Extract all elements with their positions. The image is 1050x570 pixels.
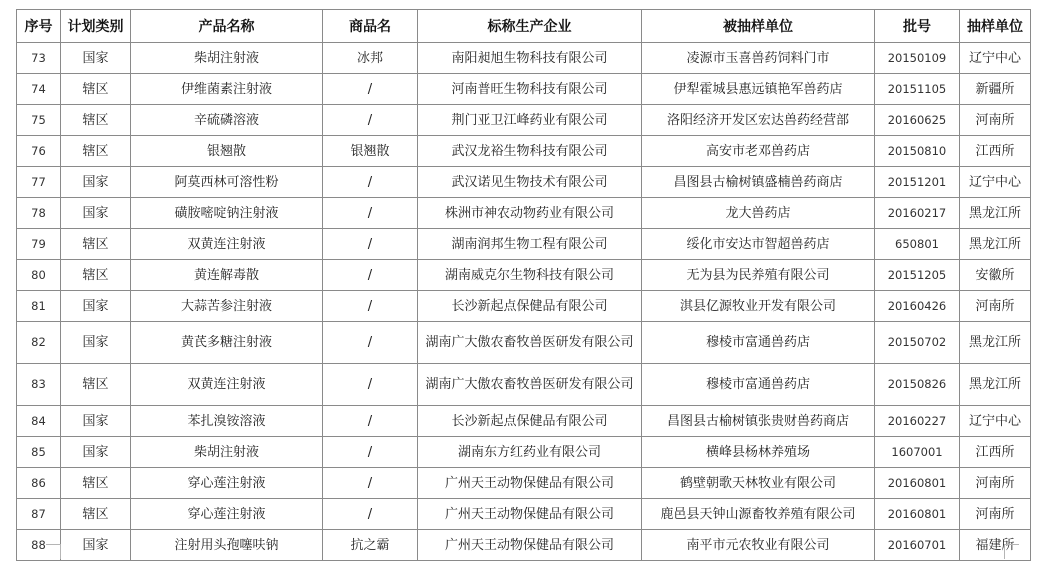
cell-sampled-unit: 穆棱市富通兽药店 (642, 364, 875, 406)
cell-index: 75 (17, 105, 61, 136)
cell-manufacturer: 广州天王动物保健品有限公司 (418, 468, 642, 499)
cell-plan-category: 辖区 (61, 74, 131, 105)
cell-trade-name: / (323, 468, 418, 499)
header-sampled-unit: 被抽样单位 (642, 10, 875, 43)
cell-index: 73 (17, 43, 61, 74)
cell-manufacturer: 荆门亚卫江峰药业有限公司 (418, 105, 642, 136)
cell-manufacturer: 广州天王动物保健品有限公司 (418, 530, 642, 561)
cell-sampling-unit: 辽宁中心 (960, 167, 1031, 198)
cell-trade-name: / (323, 229, 418, 260)
cell-sampling-unit: 河南所 (960, 468, 1031, 499)
cell-product-name: 双黄连注射液 (131, 229, 323, 260)
table-row (17, 406, 1031, 437)
cell-sampled-unit: 绥化市安达市智超兽药店 (642, 229, 875, 260)
cell-manufacturer: 河南普旺生物科技有限公司 (418, 74, 642, 105)
cell-plan-category: 辖区 (61, 136, 131, 167)
cell-product-name: 双黄连注射液 (131, 364, 323, 406)
cell-trade-name: / (323, 260, 418, 291)
cell-trade-name: / (323, 105, 418, 136)
cell-index: 82 (17, 322, 61, 364)
header-plan-category: 计划类别 (61, 10, 131, 43)
cell-manufacturer: 湖南威克尔生物科技有限公司 (418, 260, 642, 291)
header-manufacturer: 标称生产企业 (418, 10, 642, 43)
cell-plan-category: 辖区 (61, 364, 131, 406)
cell-batch-number: 20151105 (875, 74, 960, 105)
cell-index: 81 (17, 291, 61, 322)
cell-sampling-unit: 黑龙江所 (960, 322, 1031, 364)
cell-index: 88 (17, 530, 61, 561)
table-row (17, 167, 1031, 198)
header-sampling-unit: 抽样单位 (960, 10, 1031, 43)
table-row (17, 499, 1031, 530)
table-row (17, 260, 1031, 291)
cell-trade-name: / (323, 499, 418, 530)
cell-product-name: 黄芪多糖注射液 (131, 322, 323, 364)
cell-trade-name: 抗之霸 (323, 530, 418, 561)
cell-index: 86 (17, 468, 61, 499)
cell-sampled-unit: 鹤壁朝歌天林牧业有限公司 (642, 468, 875, 499)
cell-sampled-unit: 高安市老邓兽药店 (642, 136, 875, 167)
cell-trade-name: 银翘散 (323, 136, 418, 167)
cell-sampling-unit: 河南所 (960, 499, 1031, 530)
cell-manufacturer: 广州天王动物保健品有限公司 (418, 499, 642, 530)
cell-plan-category: 辖区 (61, 260, 131, 291)
cell-index: 80 (17, 260, 61, 291)
cell-product-name: 辛硫磷溶液 (131, 105, 323, 136)
cell-manufacturer: 南阳昶旭生物科技有限公司 (418, 43, 642, 74)
cell-sampled-unit: 鹿邑县天钟山源畜牧养殖有限公司 (642, 499, 875, 530)
cell-trade-name: 冰邦 (323, 43, 418, 74)
cell-trade-name: / (323, 198, 418, 229)
cell-index: 76 (17, 136, 61, 167)
cell-product-name: 柴胡注射液 (131, 437, 323, 468)
cell-sampling-unit: 福建所 (960, 530, 1031, 561)
cell-index: 84 (17, 406, 61, 437)
table-row (17, 43, 1031, 74)
cell-batch-number: 20160426 (875, 291, 960, 322)
cell-manufacturer: 湖南润邦生物工程有限公司 (418, 229, 642, 260)
table-row (17, 198, 1031, 229)
cell-product-name: 大蒜苦参注射液 (131, 291, 323, 322)
table-row (17, 291, 1031, 322)
cell-batch-number: 20160217 (875, 198, 960, 229)
cell-batch-number: 650801 (875, 229, 960, 260)
cell-manufacturer: 株洲市神农动物药业有限公司 (418, 198, 642, 229)
table-row (17, 468, 1031, 499)
cell-plan-category: 国家 (61, 406, 131, 437)
cell-batch-number: 1607001 (875, 437, 960, 468)
cell-batch-number: 20151201 (875, 167, 960, 198)
cell-sampling-unit: 安徽所 (960, 260, 1031, 291)
cell-batch-number: 20160227 (875, 406, 960, 437)
cell-index: 77 (17, 167, 61, 198)
table-row (17, 437, 1031, 468)
cell-plan-category: 国家 (61, 198, 131, 229)
cell-product-name: 苯扎溴铵溶液 (131, 406, 323, 437)
sampling-table-sheet (16, 9, 1031, 561)
cell-index: 79 (17, 229, 61, 260)
cell-plan-category: 辖区 (61, 499, 131, 530)
page-corner-mark-left (46, 544, 61, 559)
cell-batch-number: 20150109 (875, 43, 960, 74)
page-corner-mark-right (1004, 544, 1019, 559)
cell-index: 85 (17, 437, 61, 468)
cell-sampling-unit: 黑龙江所 (960, 364, 1031, 406)
cell-index: 83 (17, 364, 61, 406)
cell-trade-name: / (323, 437, 418, 468)
cell-batch-number: 20151205 (875, 260, 960, 291)
table-row (17, 74, 1031, 105)
cell-sampling-unit: 河南所 (960, 105, 1031, 136)
cell-sampled-unit: 南平市元农牧业有限公司 (642, 530, 875, 561)
table-header-row (17, 10, 1031, 43)
cell-sampled-unit: 伊犁霍城县惠远镇艳军兽药店 (642, 74, 875, 105)
header-product-name: 产品名称 (131, 10, 323, 43)
cell-batch-number: 20160625 (875, 105, 960, 136)
header-index: 序号 (17, 10, 61, 43)
table-row (17, 136, 1031, 167)
table-row (17, 364, 1031, 406)
cell-batch-number: 20150702 (875, 322, 960, 364)
cell-sampled-unit: 横峰县杨林养殖场 (642, 437, 875, 468)
cell-trade-name: / (323, 364, 418, 406)
cell-batch-number: 20160701 (875, 530, 960, 561)
cell-manufacturer: 湖南广大傲农畜牧兽医研发有限公司 (418, 364, 642, 406)
cell-sampling-unit: 河南所 (960, 291, 1031, 322)
cell-manufacturer: 武汉诺见生物技术有限公司 (418, 167, 642, 198)
table-row (17, 105, 1031, 136)
cell-plan-category: 国家 (61, 437, 131, 468)
cell-plan-category: 辖区 (61, 105, 131, 136)
cell-product-name: 注射用头孢噻呋钠 (131, 530, 323, 561)
cell-product-name: 穿心莲注射液 (131, 499, 323, 530)
cell-sampling-unit: 江西所 (960, 437, 1031, 468)
cell-product-name: 黄连解毒散 (131, 260, 323, 291)
cell-product-name: 银翘散 (131, 136, 323, 167)
cell-batch-number: 20160801 (875, 468, 960, 499)
table-row (17, 530, 1031, 561)
cell-plan-category: 国家 (61, 43, 131, 74)
cell-plan-category: 国家 (61, 291, 131, 322)
cell-sampling-unit: 辽宁中心 (960, 406, 1031, 437)
cell-manufacturer: 长沙新起点保健品有限公司 (418, 406, 642, 437)
cell-sampled-unit: 洛阳经济开发区宏达兽药经营部 (642, 105, 875, 136)
cell-sampling-unit: 黑龙江所 (960, 198, 1031, 229)
cell-product-name: 磺胺嘧啶钠注射液 (131, 198, 323, 229)
cell-manufacturer: 武汉龙裕生物科技有限公司 (418, 136, 642, 167)
cell-sampled-unit: 穆棱市富通兽药店 (642, 322, 875, 364)
cell-trade-name: / (323, 406, 418, 437)
cell-sampled-unit: 凌源市玉喜兽药饲料门市 (642, 43, 875, 74)
cell-trade-name: / (323, 74, 418, 105)
cell-plan-category: 国家 (61, 322, 131, 364)
cell-sampling-unit: 黑龙江所 (960, 229, 1031, 260)
cell-index: 87 (17, 499, 61, 530)
cell-sampled-unit: 无为县为民养殖有限公司 (642, 260, 875, 291)
cell-product-name: 穿心莲注射液 (131, 468, 323, 499)
cell-batch-number: 20150810 (875, 136, 960, 167)
table-body (17, 43, 1031, 561)
cell-trade-name: / (323, 167, 418, 198)
cell-sampling-unit: 辽宁中心 (960, 43, 1031, 74)
cell-index: 74 (17, 74, 61, 105)
cell-manufacturer: 湖南广大傲农畜牧兽医研发有限公司 (418, 322, 642, 364)
cell-product-name: 阿莫西林可溶性粉 (131, 167, 323, 198)
cell-plan-category: 辖区 (61, 229, 131, 260)
cell-trade-name: / (323, 322, 418, 364)
cell-sampled-unit: 淇县亿源牧业开发有限公司 (642, 291, 875, 322)
cell-index: 78 (17, 198, 61, 229)
cell-manufacturer: 湖南东方红药业有限公司 (418, 437, 642, 468)
cell-sampled-unit: 昌图县古榆树镇盛楠兽药商店 (642, 167, 875, 198)
header-trade-name: 商品名 (323, 10, 418, 43)
cell-product-name: 伊维菌素注射液 (131, 74, 323, 105)
cell-plan-category: 国家 (61, 530, 131, 561)
cell-sampled-unit: 龙大兽药店 (642, 198, 875, 229)
cell-batch-number: 20150826 (875, 364, 960, 406)
cell-product-name: 柴胡注射液 (131, 43, 323, 74)
cell-batch-number: 20160801 (875, 499, 960, 530)
cell-manufacturer: 长沙新起点保健品有限公司 (418, 291, 642, 322)
header-batch-number: 批号 (875, 10, 960, 43)
sampling-results-table (16, 9, 1031, 561)
cell-sampled-unit: 昌图县古榆树镇张贵财兽药商店 (642, 406, 875, 437)
table-row (17, 229, 1031, 260)
table-row (17, 322, 1031, 364)
cell-plan-category: 国家 (61, 167, 131, 198)
cell-plan-category: 辖区 (61, 468, 131, 499)
cell-sampling-unit: 江西所 (960, 136, 1031, 167)
cell-sampling-unit: 新疆所 (960, 74, 1031, 105)
cell-trade-name: / (323, 291, 418, 322)
